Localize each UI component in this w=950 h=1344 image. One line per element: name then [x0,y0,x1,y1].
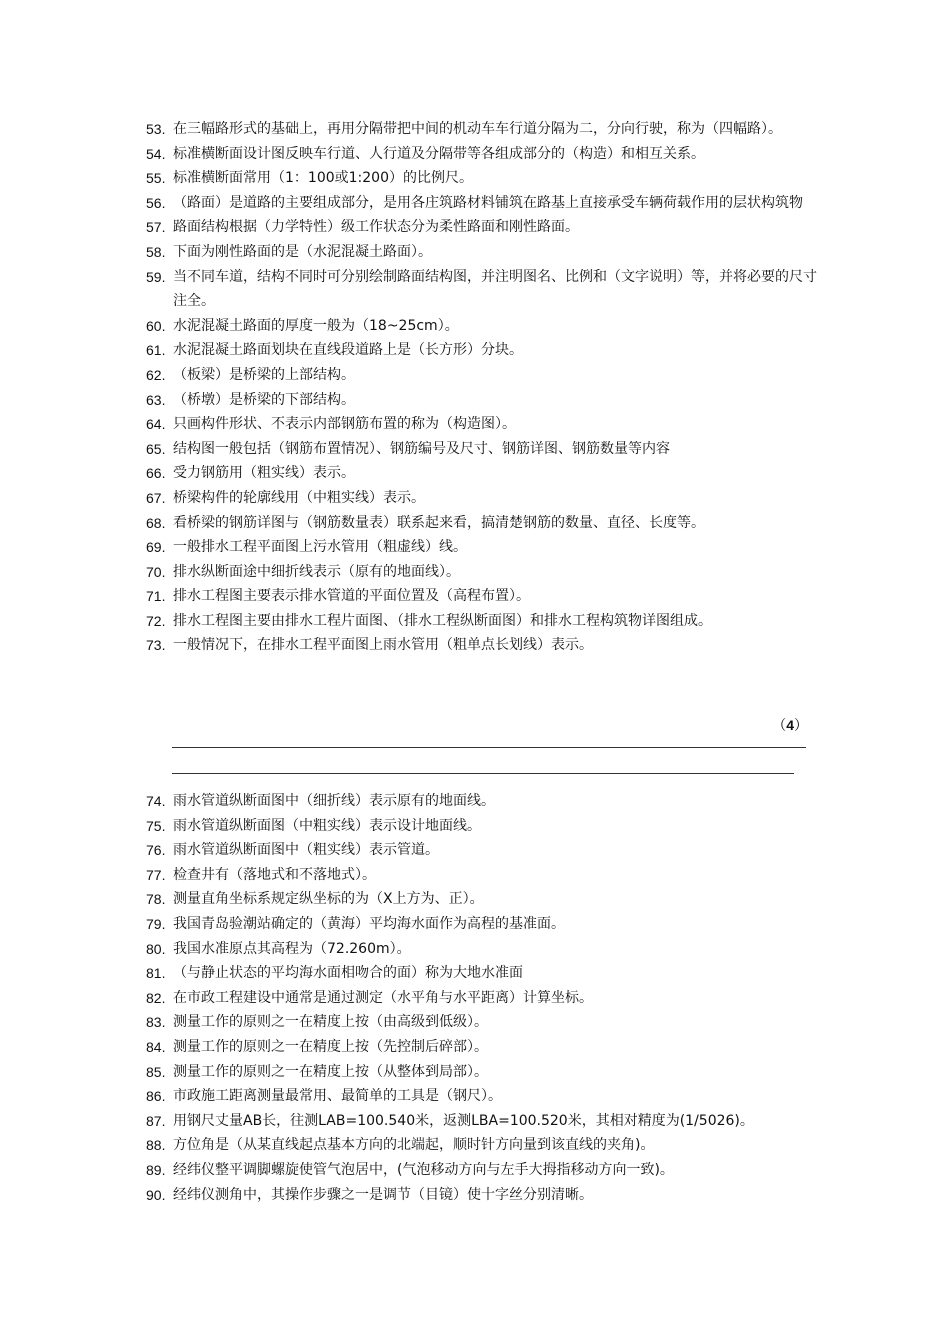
list-item [146,215,818,240]
item-number: 68. [146,514,166,531]
item-text: 测量直角坐标系规定纵坐标的为（X上方为、正）。 [173,891,484,908]
item-text: 测量工作的原则之一在精度上按（由高级到低级）。 [173,1014,488,1031]
item-number: 75. [146,817,166,834]
item-text: 看桥梁的钢筋详图与（钢筋数量表）联系起来看，搞清楚钢筋的数量、直径、长度等。 [173,514,705,531]
item-number: 76. [146,842,166,859]
item-number: 81. [146,965,166,982]
list-item [146,863,818,888]
item-number: 60. [146,317,166,334]
list-item [146,363,818,388]
list-item [146,486,818,511]
item-text: 经纬仪整平调脚螺旋使管气泡居中，(气泡移动方向与左手大拇指移动方向一致)。 [173,1161,674,1178]
item-text: 经纬仪测角中，其操作步骤之一是调节（目镜）使十字丝分别清晰。 [173,1186,593,1203]
separator-line [172,773,794,774]
item-text: 雨水管道纵断面图中（粗实线）表示管道。 [173,842,439,859]
question-list-top [146,117,818,658]
list-item [146,1183,818,1208]
item-text: （板梁）是桥梁的上部结构。 [173,366,355,383]
item-text: 水泥混凝土路面的厚度一般为（18~25cm）。 [173,317,459,334]
item-text: 在市政工程建设中通常是通过测定（水平角与水平距离）计算坐标。 [173,989,593,1006]
item-number: 58. [146,243,166,260]
item-number: 78. [146,891,166,908]
item-text: 方位角是（从某直线起点基本方向的北端起，顺时针方向量到该直线的夹角)。 [173,1137,655,1154]
list-item [146,887,818,912]
item-number: 66. [146,465,166,482]
item-number: 71. [146,588,166,605]
list-item [146,412,818,437]
list-item [146,338,818,363]
list-item [146,912,818,937]
list-item [146,142,818,167]
list-item [146,986,818,1011]
item-number: 59. [146,268,166,285]
item-text: 雨水管道纵断面图（中粗实线）表示设计地面线。 [173,817,481,834]
item-text: 标准横断面常用（1：100或1:200）的比例尺。 [173,170,473,187]
item-text: 雨水管道纵断面图中（细折线）表示原有的地面线。 [173,793,495,809]
item-text: 水泥混凝土路面划块在直线段道路上是（长方形）分块。 [173,342,523,359]
item-number: 72. [146,612,166,629]
list-item [146,240,818,265]
list-item [146,314,818,339]
item-number: 74. [146,793,166,809]
item-text: 受力钢筋用（粗实线）表示。 [173,465,355,482]
item-number: 63. [146,391,166,408]
item-number: 69. [146,539,166,556]
list-item [146,265,818,314]
item-number: 84. [146,1038,166,1055]
item-text: 标准横断面设计图反映车行道、人行道及分隔带等各组成部分的（构造）和相互关系。 [173,145,705,162]
list-item [146,1010,818,1035]
item-number: 55. [146,170,166,187]
item-number: 73. [146,637,166,654]
item-text: 用钢尺丈量AB长，往测LAB=100.540米，返测LBA=100.520米，其相对精度为(1/5026)。 [173,1112,754,1129]
item-number: 88. [146,1137,166,1154]
item-number: 56. [146,194,166,211]
item-number: 82. [146,989,166,1006]
list-item [146,1109,818,1134]
list-item [146,609,818,634]
list-item [146,461,818,486]
question-list-bottom [146,789,818,1207]
item-text: 一般排水工程平面图上污水管用（粗虚线）线。 [173,539,467,556]
item-text: 路面结构根据（力学特性）级工作状态分为柔性路面和刚性路面。 [173,219,579,236]
item-text: 测量工作的原则之一在精度上按（从整体到局部）。 [173,1063,488,1080]
list-item [146,388,818,413]
list-item [146,838,818,863]
item-text: 桥梁构件的轮廓线用（中粗实线）表示。 [173,489,425,506]
item-text: 排水工程图主要由排水工程片面图、（排水工程纵断面图）和排水工程构筑物详图组成。 [173,612,712,629]
item-number: 62. [146,366,166,383]
list-item [146,1158,818,1183]
page-number-mark [772,715,808,736]
item-number: 64. [146,416,166,433]
item-text: 下面为刚性路面的是（水泥混凝土路面）。 [173,243,432,260]
list-item [146,1133,818,1158]
item-text: 结构图一般包括（钢筋布置情况）、钢筋编号及尺寸、钢筋详图、钢筋数量等内容 [173,440,670,457]
list-item [146,560,818,585]
item-text: 当不同车道，结构不同时可分别绘制路面结构图，并注明图名、比例和（文字说明）等，并将必要的尺寸注全。 [173,268,817,310]
item-number: 67. [146,489,166,506]
item-text: 市政施工距离测量最常用、最简单的工具是（钢尺）。 [173,1088,502,1105]
page-mark-close: ） [794,718,808,734]
list-item [146,814,818,839]
list-item [146,1035,818,1060]
item-number: 79. [146,915,166,932]
item-text: 一般情况下，在排水工程平面图上雨水管用（粗单点长划线）表示。 [173,637,593,654]
list-item [146,789,818,814]
item-number: 70. [146,563,166,580]
list-item [146,117,818,142]
item-text: （桥墩）是桥梁的下部结构。 [173,391,355,408]
item-number: 80. [146,940,166,957]
item-number: 83. [146,1014,166,1031]
list-item [146,961,818,986]
list-item [146,633,818,658]
item-number: 85. [146,1063,166,1080]
item-text: （路面）是道路的主要组成部分，是用各庄筑路材料铺筑在路基上直接承受车辆荷载作用的层状构筑物 [173,194,803,211]
item-number: 61. [146,342,166,359]
item-number: 53. [146,121,166,137]
item-number: 90. [146,1186,166,1203]
item-text: （与静止状态的平均海水面相吻合的面）称为大地水准面 [173,965,523,982]
item-number: 89. [146,1161,166,1178]
item-number: 65. [146,440,166,457]
item-text: 排水工程图主要表示排水管道的平面位置及（高程布置）。 [173,588,530,605]
list-item [146,1084,818,1109]
item-text: 在三幅路形式的基础上，再用分隔带把中间的机动车车行道分隔为二，分向行驶，称为（四幅路）。 [173,121,782,137]
list-item [146,166,818,191]
item-number: 86. [146,1088,166,1105]
item-text: 测量工作的原则之一在精度上按（先控制后碎部）。 [173,1038,488,1055]
page-mark-value: 4 [786,717,794,733]
item-text: 排水纵断面途中细折线表示（原有的地面线）。 [173,563,460,580]
item-number: 54. [146,145,166,162]
list-item [146,437,818,462]
list-item [146,191,818,216]
item-number: 87. [146,1112,166,1129]
item-text: 只画构件形状、不表示内部钢筋布置的称为（构造图）。 [173,416,516,433]
item-number: 57. [146,219,166,236]
item-text: 检查井有（落地式和不落地式）。 [173,866,376,883]
list-item [146,937,818,962]
separator-line [172,747,806,748]
item-text: 我国青岛验潮站确定的（黄海）平均海水面作为高程的基准面。 [173,915,565,932]
list-item [146,511,818,536]
page-mark-open: （ [772,718,787,734]
item-text: 我国水准原点其高程为（72.260m）。 [173,940,411,957]
list-item [146,535,818,560]
item-number: 77. [146,866,166,883]
list-item [146,584,818,609]
list-item [146,1060,818,1085]
